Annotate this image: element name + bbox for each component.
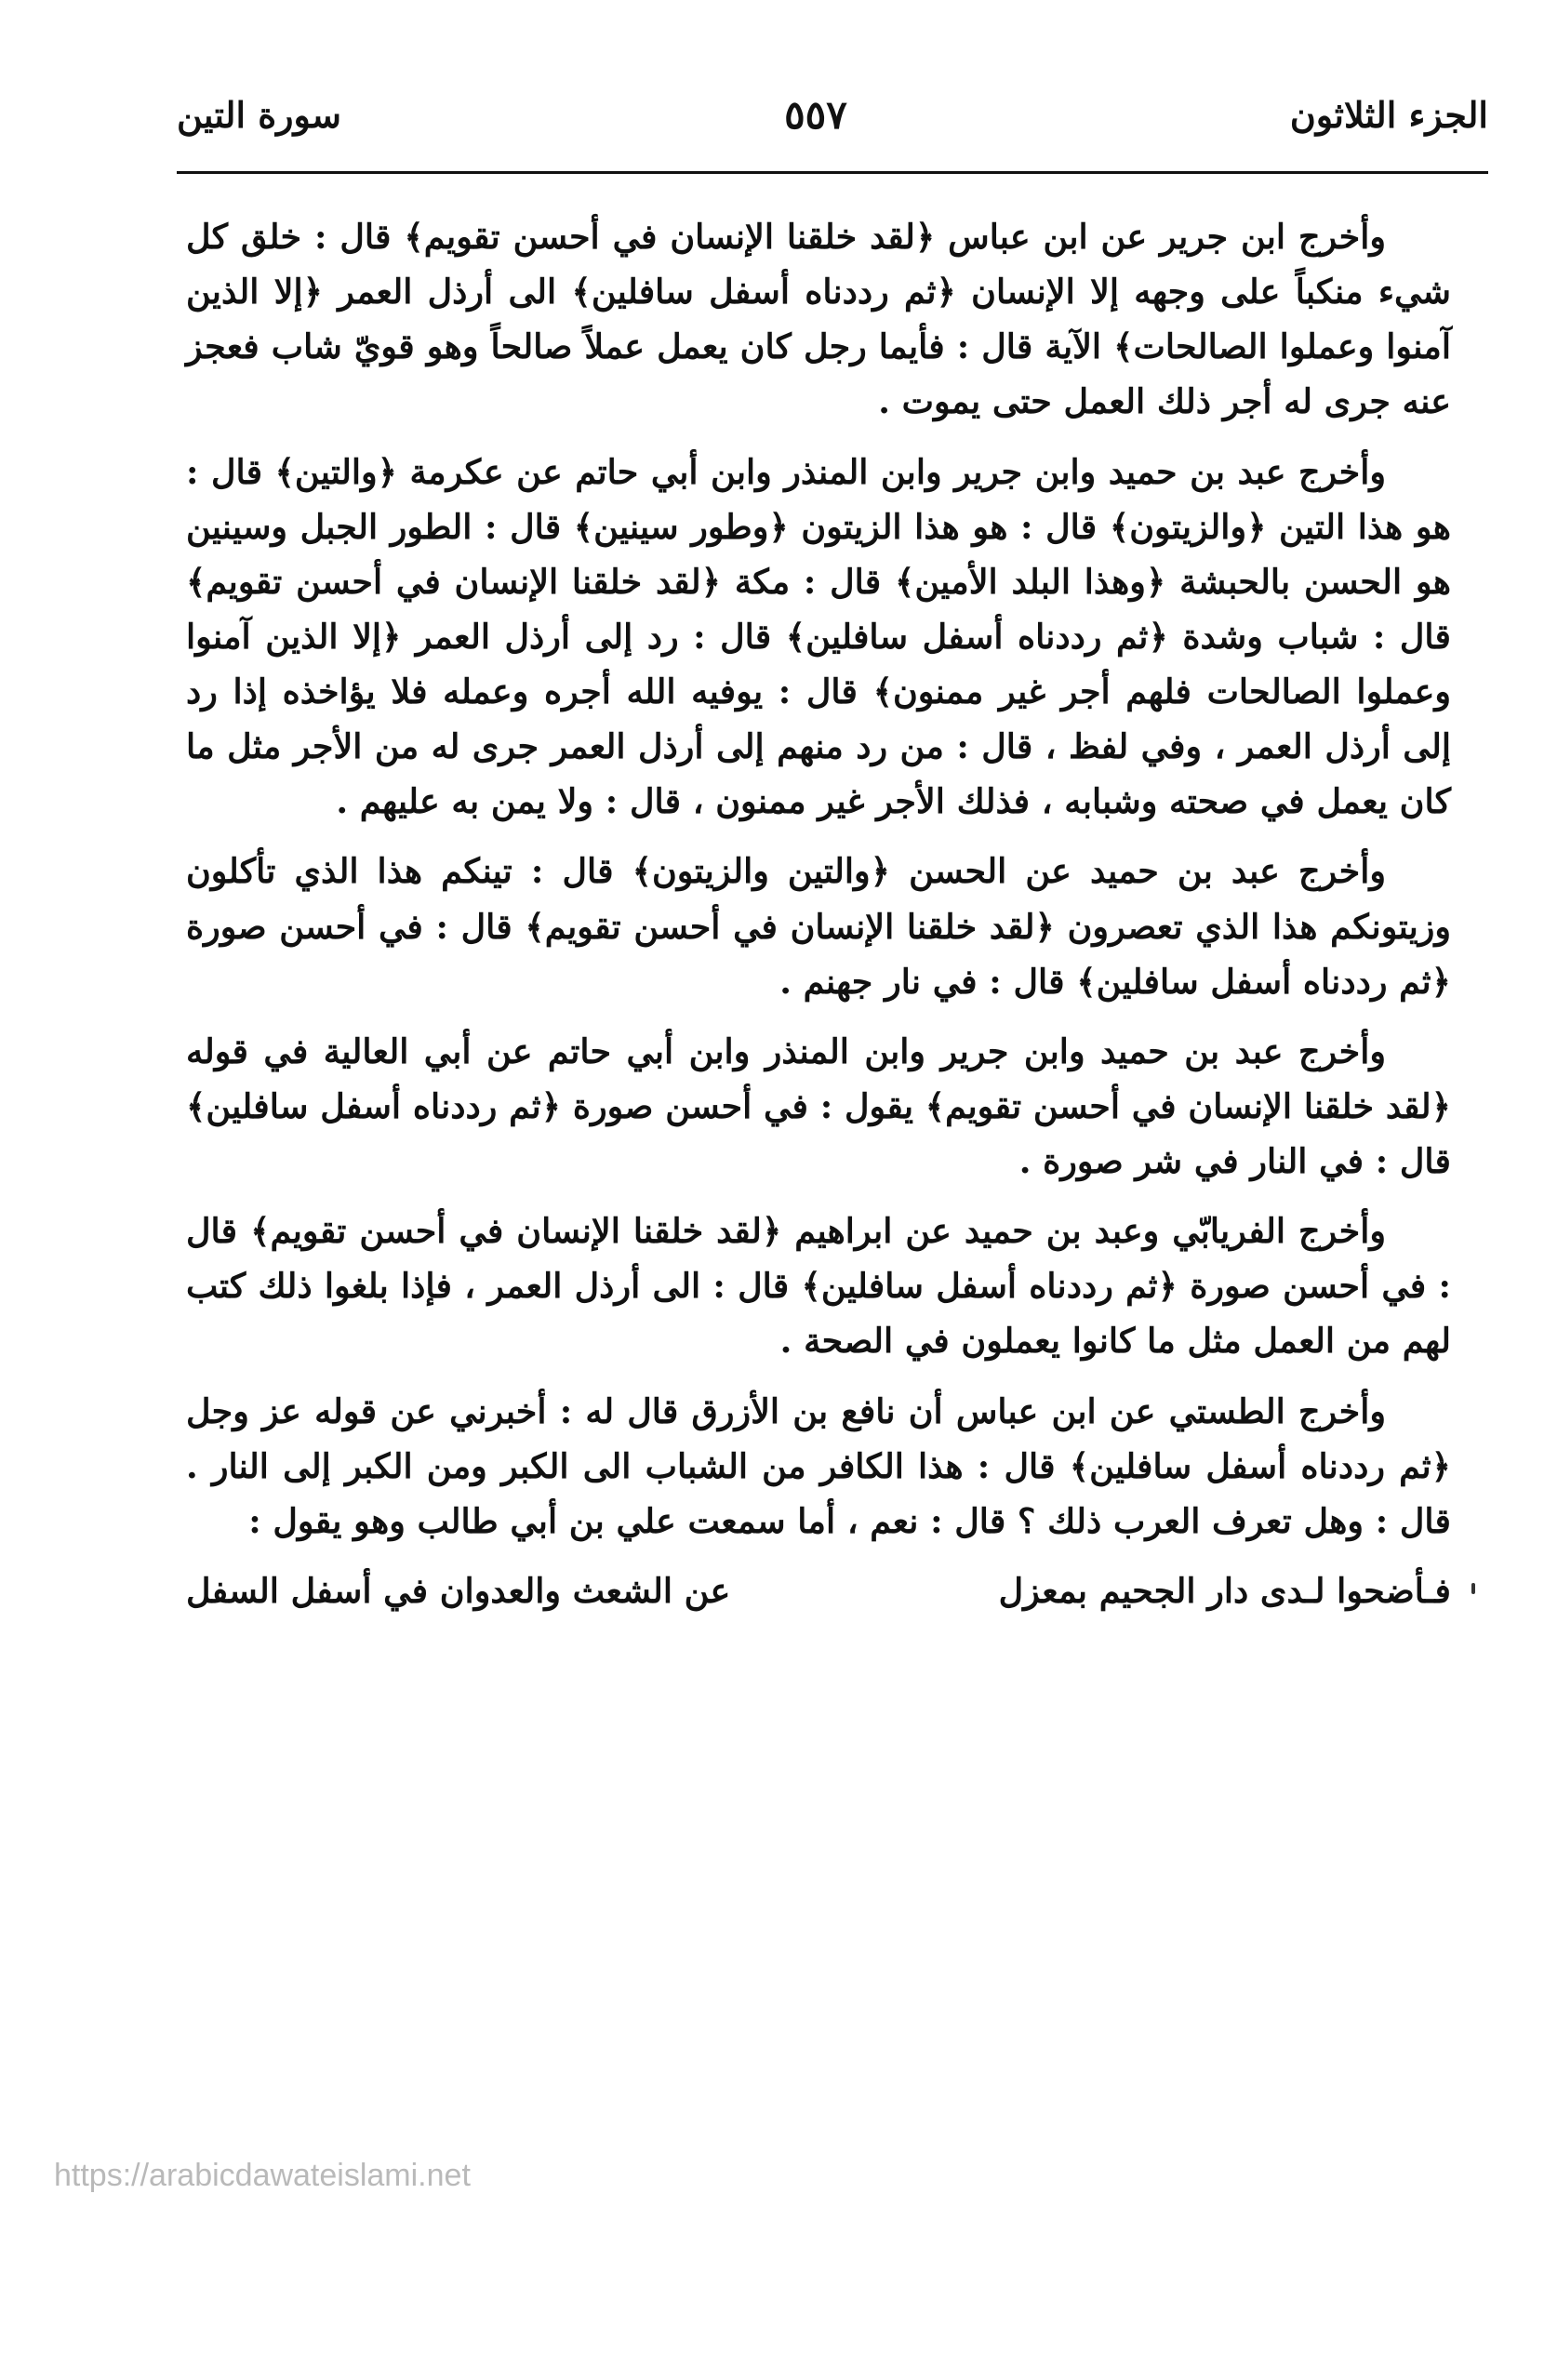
poem-first-hemistich: فـأضحوا لـدى دار الجحيم بمعزل (998, 1570, 1451, 1611)
surah-title: سورة التين (177, 93, 341, 136)
page-number: ٥٥٧ (784, 91, 847, 138)
part-title: الجزء الثلاثون (1289, 93, 1488, 136)
poem-second-hemistich: عن الشعث والعدوان في أسفل السفل (186, 1570, 731, 1611)
paragraph: وأخرج الفريابّي وعبد بن حميد عن ابراهيم ﴿لقد خلقنا الإنسان في أحسن تقويم﴾ قال : في أحسن صورة ﴿ثم رددناه أسفل سافلين﴾ قال : الى أرذل العمر ، فإذا بلغوا ذلك كتب لهم من العمل مثل ما كانوا يعملون في الصحة . (186, 1211, 1452, 1362)
paragraph: وأخرج عبد بن حميد وابن جرير وابن المنذر وابن أبي حاتم عن عكرمة ﴿والتين﴾ قال : هو هذا التين ﴿والزيتون﴾ قال : هو هذا الزيتون ﴿وطور سينين﴾ قال : الطور الجبل وسينين هو الحسن بالحبشة ﴿وهذا البلد الأمين﴾ قال : مكة ﴿لقد خلقنا الإنسان في أحسن تقويم﴾ قال : شباب وشدة ﴿ثم رددناه أسفل سافلين﴾ قال : رد إلى أرذل العمر ﴿إلا الذين آمنوا وعملوا الصالحات فلهم أجر غير ممنون﴾ قال : يوفيه الله أجره وعمله فلا يؤاخذه إذا رد إلى أرذل العمر ، وفي لفظ ، قال : من رد منهم إلى أرذل العمر جرى له من الأجر مثل ما كان يعمل في صحته وشبابه ، فذلك الأجر غير ممنون ، قال : ولا يمن به عليهم . (186, 451, 1451, 822)
poem-verse (186, 1563, 1451, 1618)
paragraph: وأخرج عبد بن حميد عن الحسن ﴿والتين والزيتون﴾ قال : تينكم هذا الذي تأكلون وزيتونكم هذا الذي تعصرون ﴿لقد خلقنا الإنسان في أحسن تقويم﴾ قال : في أحسن صورة ﴿ثم رددناه أسفل سافلين﴾ قال : في نار جهنم . (186, 851, 1451, 1002)
header-divider (177, 171, 1488, 174)
page-header (177, 82, 1488, 147)
watermark-url: https://arabicdawateislami.net (54, 2158, 471, 2193)
scan-speck (1471, 1583, 1475, 1594)
paragraph: وأخرج الطستي عن ابن عباس أن نافع بن الأزرق قال له : أخبرني عن قوله عز وجل ﴿ثم رددناه أسفل سافلين﴾ قال : هذا الكافر من الشباب الى الكبر ومن الكبر إلى النار . قال : وهل تعرف العرب ذلك ؟ قال : نعم ، أما سمعت علي بن أبي طالب وهو يقول : (186, 1390, 1451, 1541)
main-text (186, 209, 1451, 1618)
paragraph: وأخرج ابن جرير عن ابن عباس ﴿لقد خلقنا الإنسان في أحسن تقويم﴾ قال : خلق كل شيء منكباً على وجهه إلا الإنسان ﴿ثم رددناه أسفل سافلين﴾ الى أرذل العمر ﴿إلا الذين آمنوا وعملوا الصالحات﴾ الآية قال : فأيما رجل كان يعمل عملاً صالحاً وهو قويّ شاب فعجز عنه جرى له أجر ذلك العمل حتى يموت . (186, 217, 1451, 422)
paragraph: وأخرج عبد بن حميد وابن جرير وابن المنذر وابن أبي حاتم عن أبي العالية في قوله ﴿لقد خلقنا الإنسان في أحسن تقويم﴾ يقول : في أحسن صورة ﴿ثم رددناه أسفل سافلين﴾ قال : في النار في شر صورة . (186, 1030, 1451, 1181)
